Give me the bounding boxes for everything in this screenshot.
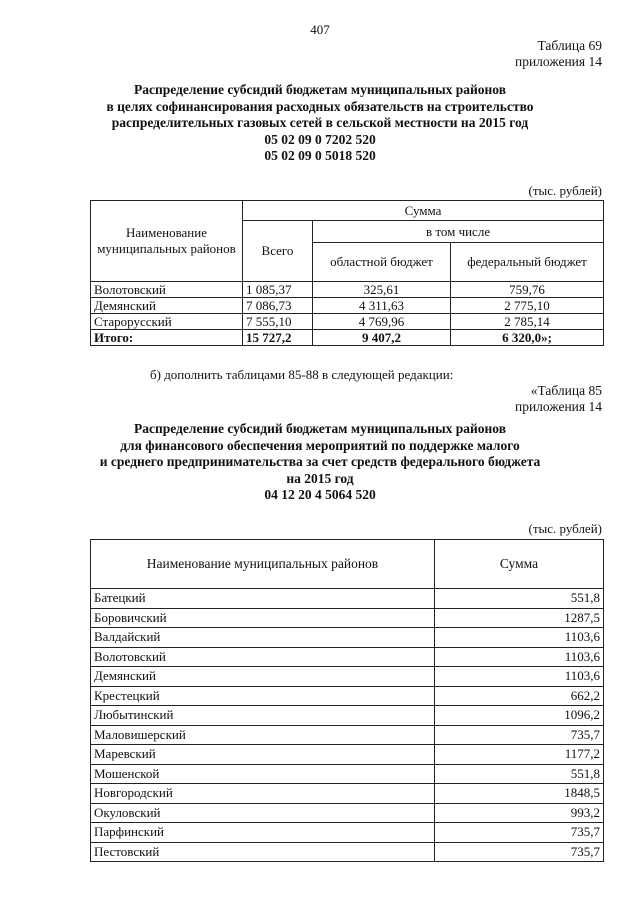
- header-federal-budget: федеральный бюджет: [451, 243, 604, 282]
- regional-value: 325,61: [313, 282, 451, 298]
- title-line: в целях софинансирования расходных обязательств на строительство: [106, 98, 534, 114]
- table-row: [91, 745, 604, 765]
- section1-title: [0, 82, 640, 165]
- table-row: [91, 764, 604, 784]
- district-name: Валдайский: [91, 628, 435, 648]
- table-row: [91, 706, 604, 726]
- title-line: для финансового обеспечения мероприятий по поддержке малого: [120, 437, 520, 453]
- title-line: Распределение субсидий бюджетам муниципальных районов: [133, 421, 507, 436]
- table-label: Таблица 69: [537, 38, 602, 53]
- regional-value: 4 311,63: [313, 298, 451, 314]
- sum-value: 551,8: [435, 764, 604, 784]
- table-row: [91, 608, 604, 628]
- federal-value: 2 775,10: [451, 298, 604, 314]
- district-name: Новгородский: [91, 784, 435, 804]
- sum-value: 662,2: [435, 686, 604, 706]
- subsidy-table-69: [90, 200, 604, 346]
- sum-value: 1103,6: [435, 647, 604, 667]
- sum-value: 551,8: [435, 589, 604, 609]
- district-name: Батецкий: [91, 589, 435, 609]
- district-name: Маловишерский: [91, 725, 435, 745]
- district-name: Демянский: [91, 667, 435, 687]
- table-row: [91, 784, 604, 804]
- table-row: [91, 686, 604, 706]
- sum-value: 1287,5: [435, 608, 604, 628]
- district-name: Любытинский: [91, 706, 435, 726]
- units-label: (тыс. рублей): [528, 521, 602, 536]
- title-line: Распределение субсидий бюджетам муниципальных районов: [133, 82, 507, 97]
- table-85-label-block: [515, 383, 602, 415]
- budget-code-line: 05 02 09 0 5018 520: [264, 148, 376, 163]
- header-district-name: Наименование муниципальных районов: [91, 201, 243, 282]
- sum-value: 735,7: [435, 842, 604, 862]
- district-name: Волотовский: [91, 282, 243, 298]
- district-name: Волотовский: [91, 647, 435, 667]
- district-name: Старорусский: [91, 314, 243, 330]
- sum-value: 1848,5: [435, 784, 604, 804]
- district-name: Пестовский: [91, 842, 435, 862]
- total-value: 15 727,2: [243, 330, 313, 346]
- total-value: 7 086,73: [243, 298, 313, 314]
- total-row: [91, 330, 604, 346]
- regional-value: 4 769,96: [313, 314, 451, 330]
- sum-value: 1103,6: [435, 667, 604, 687]
- sum-value: 735,7: [435, 823, 604, 843]
- header-sum: Сумма: [243, 201, 604, 221]
- header-regional-budget: областной бюджет: [313, 243, 451, 282]
- district-name: Маревский: [91, 745, 435, 765]
- table-row: [91, 314, 604, 330]
- budget-code-line: 04 12 20 4 5064 520: [264, 487, 376, 502]
- subsidy-table-85: [90, 539, 604, 862]
- table-row: [91, 589, 604, 609]
- district-name: Окуловский: [91, 803, 435, 823]
- sum-value: 1177,2: [435, 745, 604, 765]
- table-row: [91, 725, 604, 745]
- table-label: «Таблица 85: [530, 383, 602, 398]
- sum-value: 1103,6: [435, 628, 604, 648]
- federal-value: 6 320,0»;: [451, 330, 604, 346]
- appendix-label: приложения 14: [514, 54, 602, 69]
- appendix-label: приложения 14: [514, 399, 602, 414]
- header-sum: Сумма: [435, 540, 604, 589]
- table-row: [91, 628, 604, 648]
- total-label: Итого:: [91, 330, 243, 346]
- federal-value: 759,76: [451, 282, 604, 298]
- table-69-label-block: [515, 38, 602, 70]
- header-including: в том числе: [313, 221, 604, 243]
- district-name: Боровичский: [91, 608, 435, 628]
- title-line: на 2015 год: [286, 470, 354, 486]
- header-total: Всего: [243, 221, 313, 282]
- table-row: [91, 803, 604, 823]
- units-label: (тыс. рублей): [528, 183, 602, 198]
- district-name: Парфинский: [91, 823, 435, 843]
- header-district-name: Наименование муниципальных районов: [91, 540, 435, 589]
- table-body: [91, 589, 604, 862]
- table-row: [91, 647, 604, 667]
- sum-value: 1096,2: [435, 706, 604, 726]
- table-row: [91, 282, 604, 298]
- page-number: 407: [310, 22, 330, 37]
- sum-value: 735,7: [435, 725, 604, 745]
- instruction-line: б) дополнить таблицами 85-88 в следующей редакции:: [150, 367, 454, 382]
- table-row: [91, 667, 604, 687]
- district-name: Крестецкий: [91, 686, 435, 706]
- total-value: 1 085,37: [243, 282, 313, 298]
- district-name: Демянский: [91, 298, 243, 314]
- title-line: и среднего предпринимательства за счет средств федерального бюджета: [99, 454, 541, 469]
- federal-value: 2 785,14: [451, 314, 604, 330]
- budget-code-line: 05 02 09 0 7202 520: [264, 131, 376, 147]
- table-row: [91, 298, 604, 314]
- table-row: [91, 823, 604, 843]
- sum-value: 993,2: [435, 803, 604, 823]
- table-row: [91, 842, 604, 862]
- title-line: распределительных газовых сетей в сельской местности на 2015 год: [111, 115, 529, 130]
- total-value: 7 555,10: [243, 314, 313, 330]
- section2-title: [0, 421, 640, 504]
- regional-value: 9 407,2: [313, 330, 451, 346]
- district-name: Мошенской: [91, 764, 435, 784]
